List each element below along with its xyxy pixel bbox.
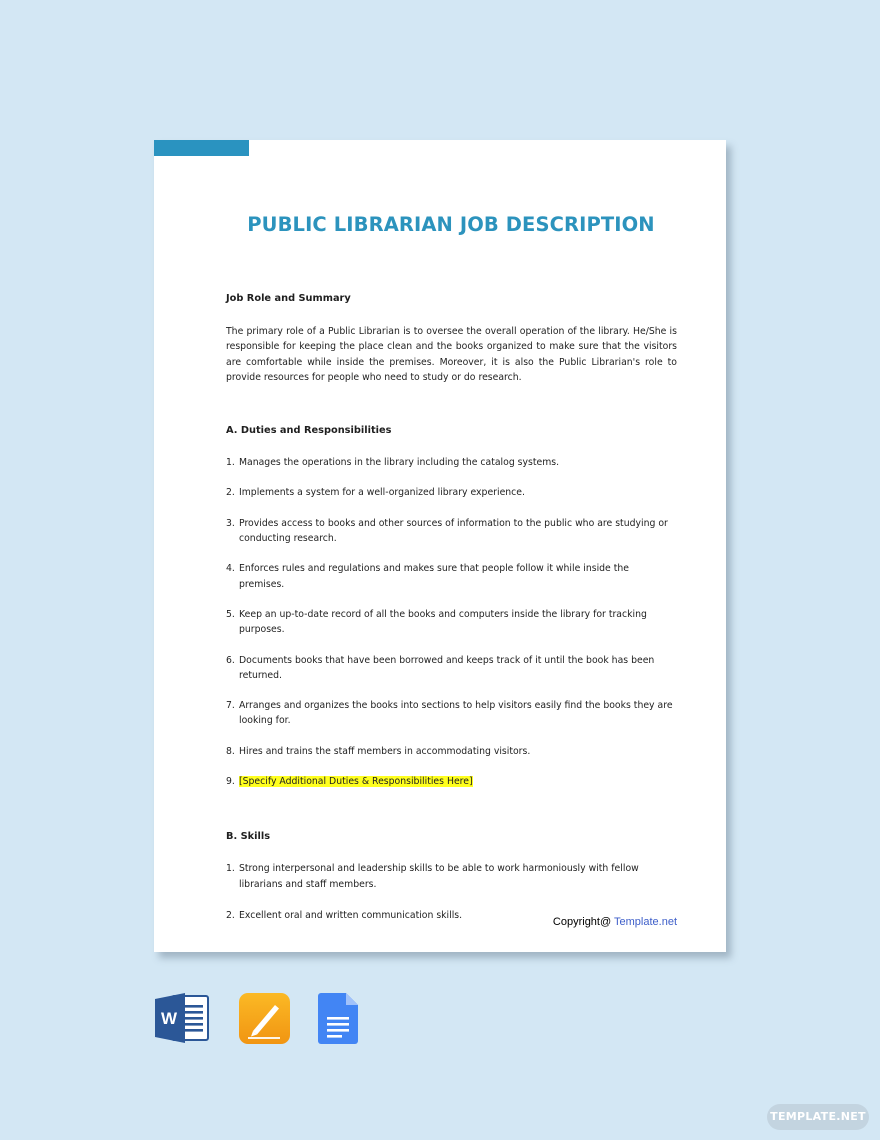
list-item: 2. Implements a system for a well-organized library experience. xyxy=(226,487,525,499)
summary-heading: Job Role and Summary xyxy=(226,293,351,304)
document-body xyxy=(226,292,677,923)
list-item: 7. Arranges and organizes the books into sections to help visitors easily find the books they are looking for. xyxy=(226,700,673,727)
duties-list xyxy=(226,455,677,789)
list-item: 3. Provides access to books and other sources of information to the public who are studying or conducting research. xyxy=(226,517,668,545)
copyright-notice: Copyright@ Template.net xyxy=(552,916,677,928)
list-item: 8. Hires and trains the staff members in accommodating visitors. xyxy=(226,745,531,757)
list-item: 5. Keep an up-to-date record of all the books and computers inside the library for tracking purposes. xyxy=(226,608,647,636)
list-item: 1. Manages the operations in the library including the catalog systems. xyxy=(226,457,560,469)
svg-text:W: W xyxy=(160,1009,178,1028)
list-item: 2. Excellent oral and written communication skills. xyxy=(226,909,463,921)
skills-list xyxy=(226,861,677,923)
list-item: 1. Strong interpersonal and leadership skills to be able to work harmoniously with fellow librarians and staff members. xyxy=(226,863,639,890)
placeholder-highlight: [Specify Additional Duties & Responsibilities Here] xyxy=(239,776,473,788)
apple-pages-icon[interactable] xyxy=(239,993,290,1044)
document-page xyxy=(154,140,726,952)
list-item: 6. Documents books that have been borrowed and keeps track of it until the book has been returned. xyxy=(226,654,655,681)
skills-heading: B. Skills xyxy=(226,831,271,843)
list-item: 9. [Specify Additional Duties & Responsibilities Here] xyxy=(226,776,473,788)
list-item: 4. Enforces rules and regulations and makes sure that people follow it while inside the premises. xyxy=(226,563,629,590)
template-net-link[interactable]: Template.net xyxy=(614,916,677,928)
accent-bar xyxy=(154,140,249,156)
template-net-badge[interactable]: TEMPLATE.NET xyxy=(767,1104,869,1130)
duties-heading: A. Duties and Responsibilities xyxy=(226,425,392,437)
google-docs-icon[interactable] xyxy=(318,993,358,1044)
microsoft-word-icon[interactable] xyxy=(155,993,211,1043)
document-title: PUBLIC LIBRARIAN JOB DESCRIPTION xyxy=(247,213,655,236)
summary-paragraph: The primary role of a Public Librarian is to oversee the overall operation of the library. He/She is responsible for keeping the place clean and the books organized to make sure that the visitors are comfortable while inside the premises. Moreover, it is also the Public Librarian's role to provide resources for people who need to study or do research. xyxy=(226,326,677,383)
